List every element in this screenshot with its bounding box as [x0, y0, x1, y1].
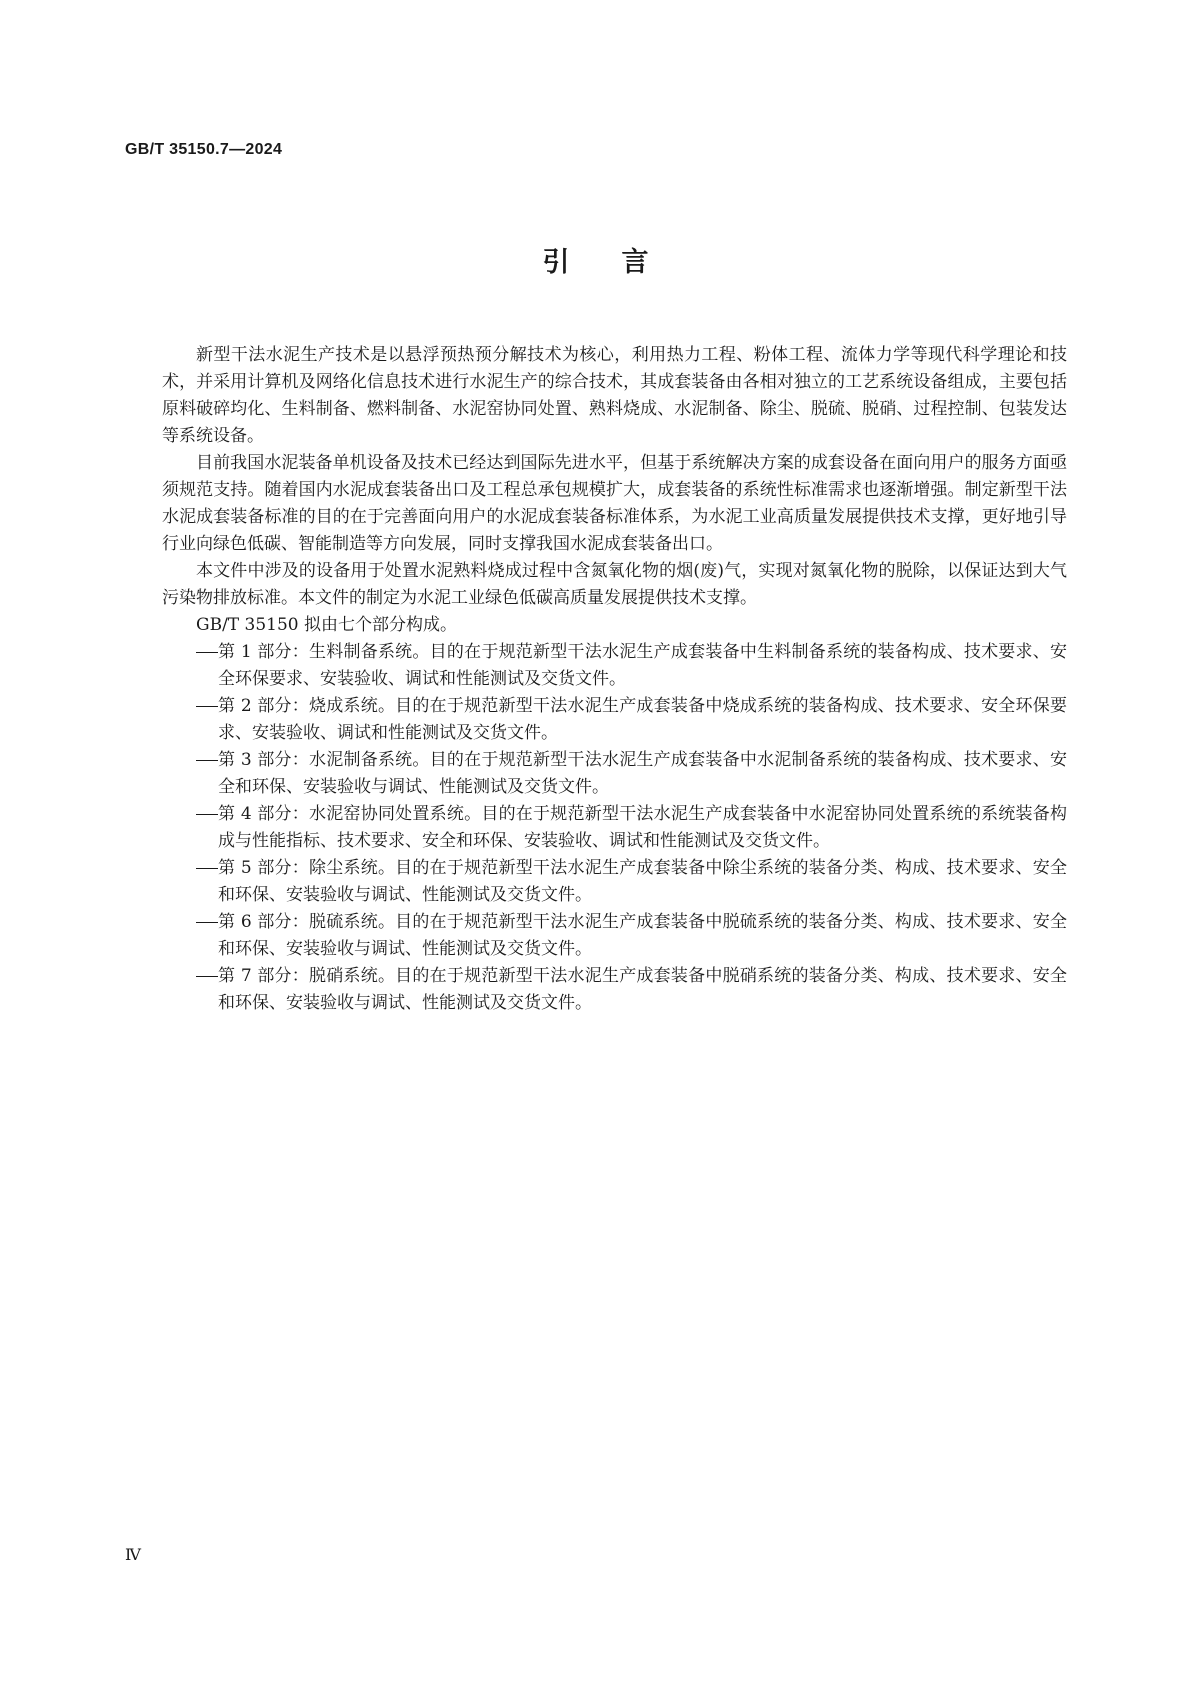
part-2-text: 第 2 部分：烧成系统。目的在于规范新型干法水泥生产成套装备中烧成系统的装备构成、技术要求、安全环保要求、安装验收、调试和性能测试及交货文件。	[218, 696, 1067, 743]
document-code: GB/T 35150.7—2024	[125, 141, 283, 158]
document-body	[162, 342, 1067, 1017]
page-number: Ⅳ	[125, 1545, 141, 1564]
paragraph-structure: GB/T 35150 拟由七个部分构成。	[196, 615, 458, 635]
part-1-text: 第 1 部分：生料制备系统。目的在于规范新型干法水泥生产成套装备中生料制备系统的装备构成、技术要求、安全环保要求、安装验收、调试和性能测试及交货文件。	[218, 642, 1067, 689]
parts-list	[162, 639, 1067, 1017]
paragraph-intro: 新型干法水泥生产技术是以悬浮预热预分解技术为核心，利用热力工程、粉体工程、流体力学等现代科学理论和技术，并采用计算机及网络化信息技术进行水泥生产的综合技术，其成套装备由各相对独立的工艺系统设备组成，主要包括原料破碎均化、生料制备、燃料制备、水泥窑协同处置、熟料烧成、水泥制备、除尘、脱硫、脱硝、过程控制、包装发达等系统设备。	[162, 345, 1067, 446]
list-item	[162, 855, 1067, 909]
part-7-text: 第 7 部分：脱硝系统。目的在于规范新型干法水泥生产成套装备中脱硝系统的装备分类、构成、技术要求、安全和环保、安装验收与调试、性能测试及交货文件。	[218, 966, 1067, 1013]
part-3-text: 第 3 部分：水泥制备系统。目的在于规范新型干法水泥生产成套装备中水泥制备系统的装备构成、技术要求、安全和环保、安装验收与调试、性能测试及交货文件。	[218, 750, 1067, 797]
list-item	[162, 801, 1067, 855]
list-item	[162, 747, 1067, 801]
list-item	[162, 963, 1067, 1017]
paragraph-background: 目前我国水泥装备单机设备及技术已经达到国际先进水平，但基于系统解决方案的成套设备在面向用户的服务方面亟须规范支持。随着国内水泥成套装备出口及工程总承包规模扩大，成套装备的系统性标准需求也逐渐增强。制定新型干法水泥成套装备标准的目的在于完善面向用户的水泥成套装备标准体系，为水泥工业高质量发展提供技术支撑，更好地引导行业向绿色低碳、智能制造等方向发展，同时支撑我国水泥成套装备出口。	[162, 453, 1067, 554]
list-item	[162, 909, 1067, 963]
list-item	[162, 639, 1067, 693]
list-item	[162, 693, 1067, 747]
part-6-text: 第 6 部分：脱硫系统。目的在于规范新型干法水泥生产成套装备中脱硫系统的装备分类、构成、技术要求、安全和环保、安装验收与调试、性能测试及交货文件。	[218, 912, 1067, 959]
paragraph-scope: 本文件中涉及的设备用于处置水泥熟料烧成过程中含氮氧化物的烟(废)气，实现对氮氧化物的脱除，以保证达到大气污染物排放标准。本文件的制定为水泥工业绿色低碳高质量发展提供技术支撑。	[162, 561, 1067, 608]
part-5-text: 第 5 部分：除尘系统。目的在于规范新型干法水泥生产成套装备中除尘系统的装备分类、构成、技术要求、安全和环保、安装验收与调试、性能测试及交货文件。	[218, 858, 1067, 905]
page-title: 引言	[542, 247, 701, 278]
part-4-text: 第 4 部分：水泥窑协同处置系统。目的在于规范新型干法水泥生产成套装备中水泥窑协同处置系统的系统装备构成与性能指标、技术要求、安全和环保、安装验收、调试和性能测试及交货文件。	[218, 804, 1067, 851]
